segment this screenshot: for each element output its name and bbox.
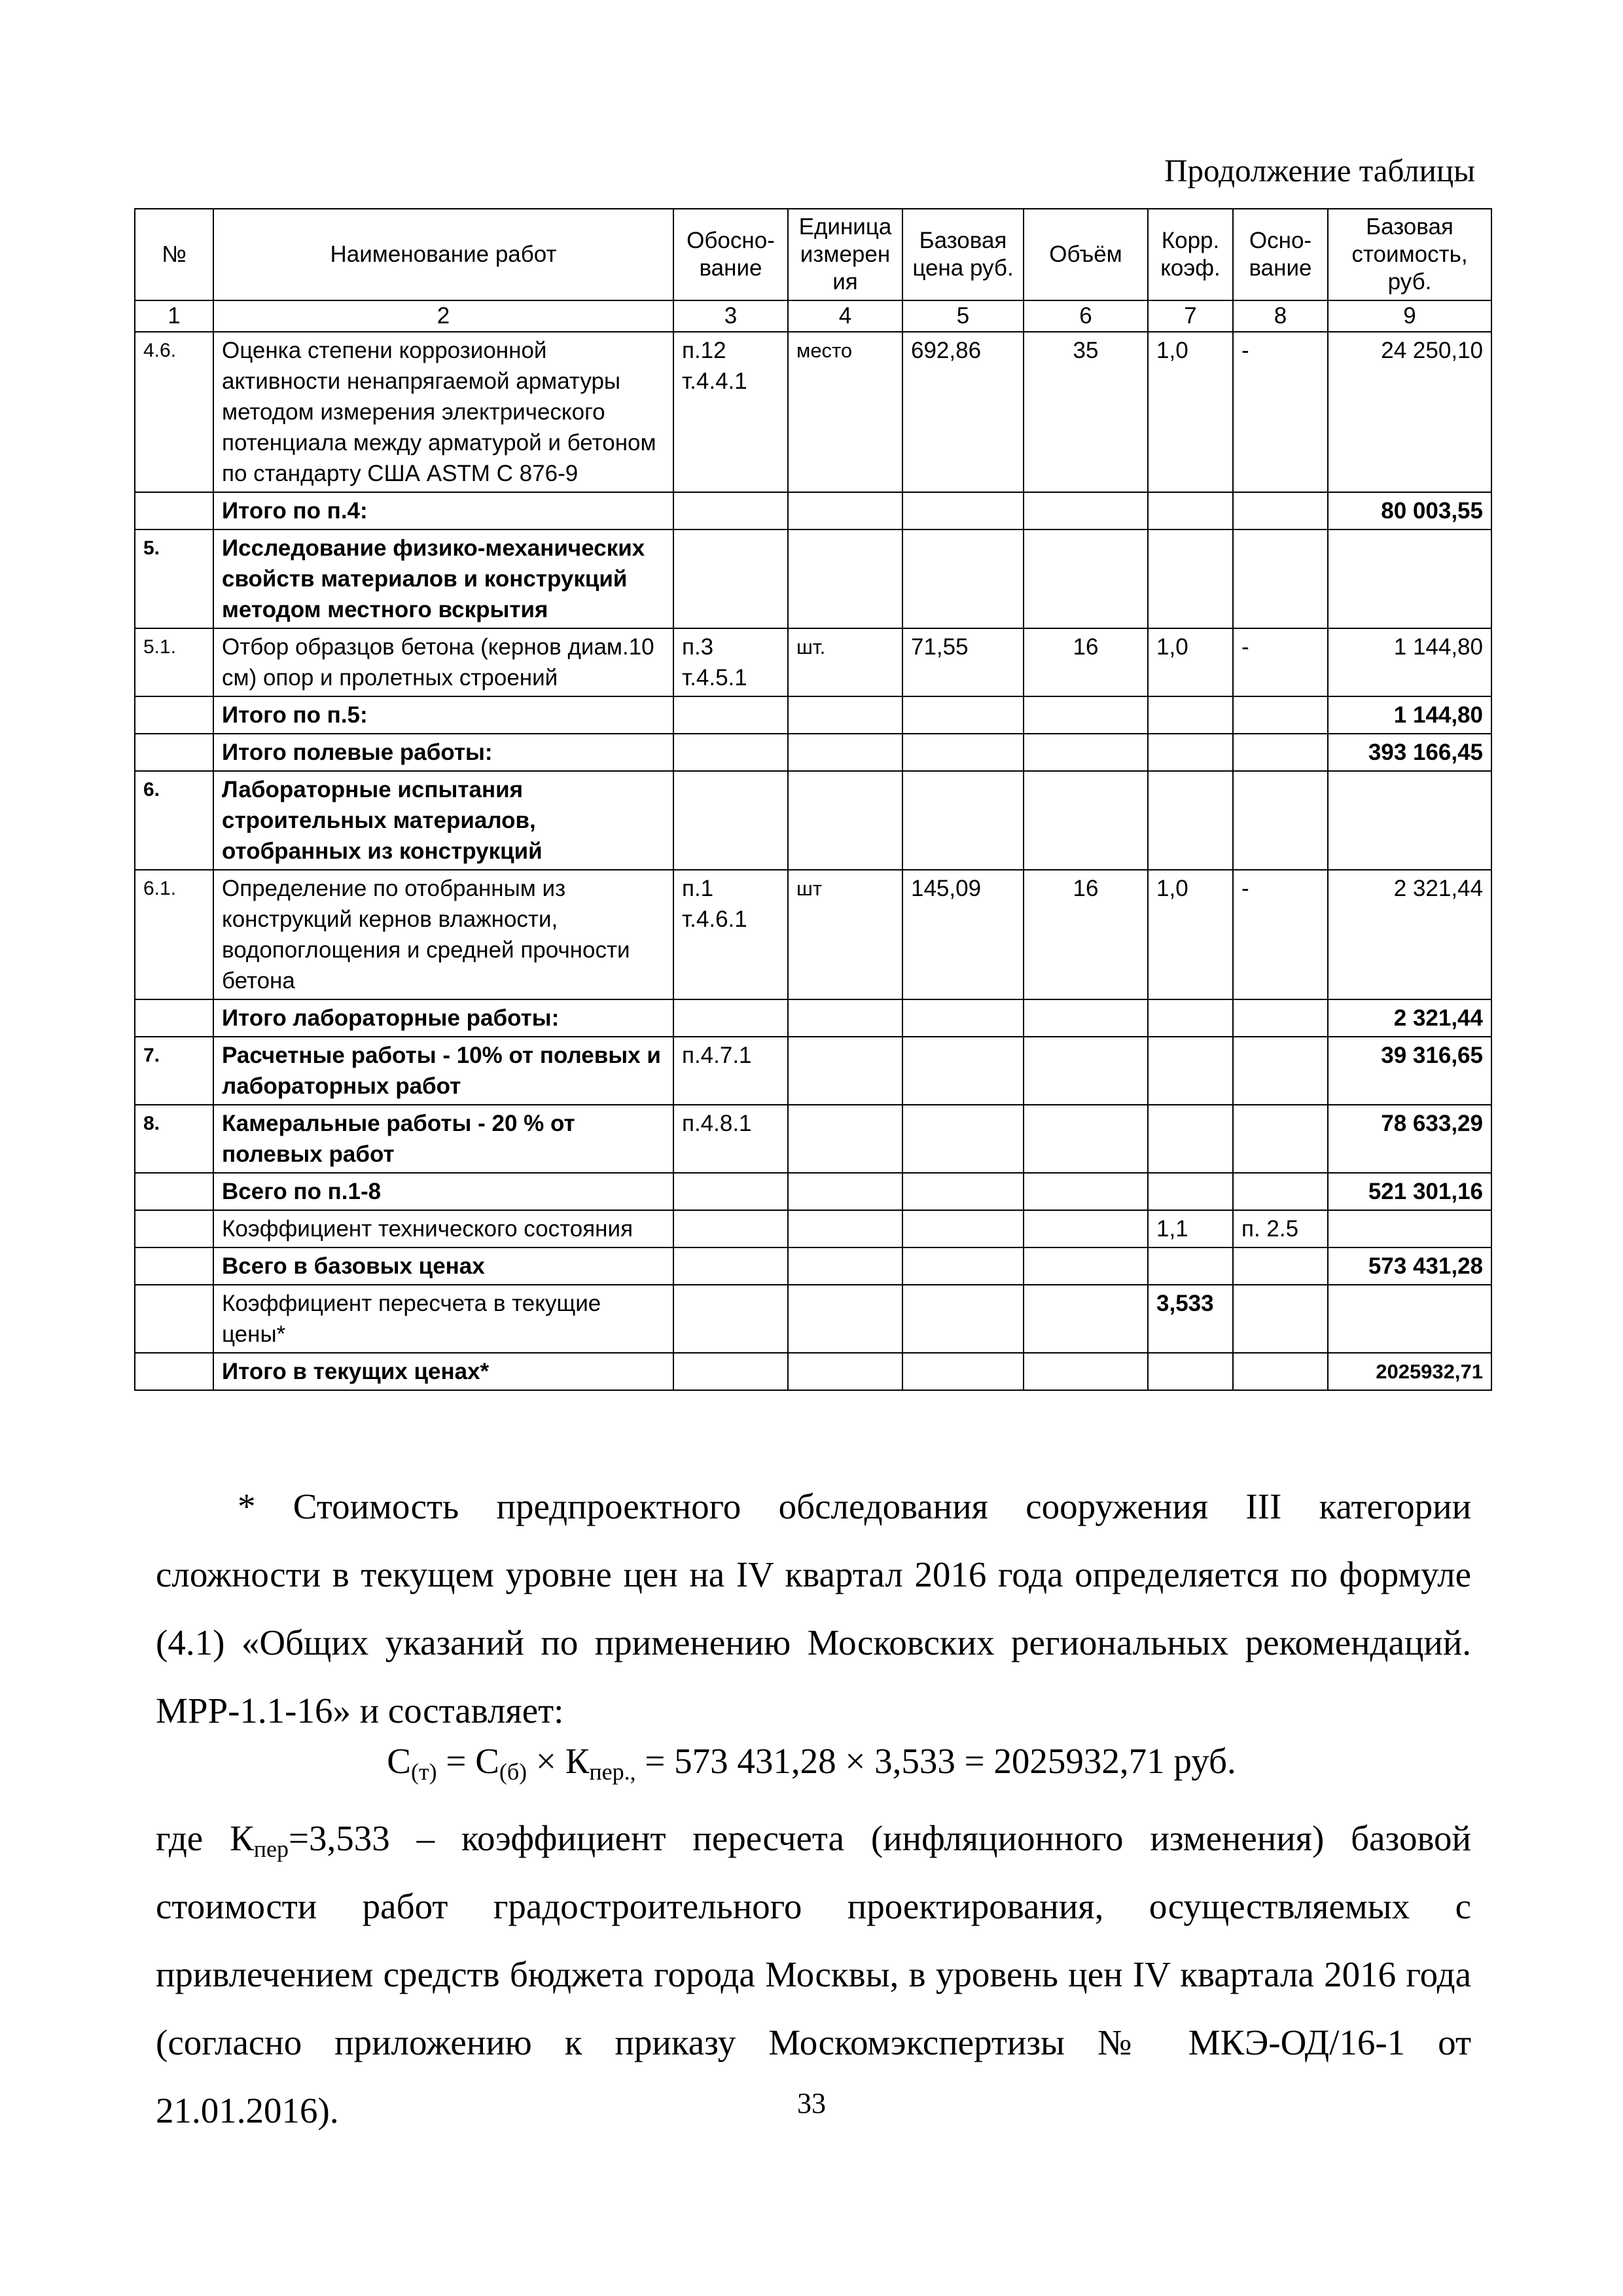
base-cost: 39 316,65 <box>1328 1037 1491 1105</box>
table-row <box>135 771 1491 870</box>
base-cost <box>1328 529 1491 628</box>
coefficient <box>1148 1247 1233 1285</box>
volume: 16 <box>1024 628 1148 696</box>
base-price <box>902 529 1024 628</box>
basis: - <box>1233 870 1328 999</box>
justification <box>673 1353 788 1390</box>
work-name: Итого полевые работы: <box>213 734 673 771</box>
work-name: Коэффициент технического состояния <box>213 1210 673 1247</box>
justification <box>673 1173 788 1210</box>
coefficient <box>1148 1105 1233 1173</box>
table-row <box>135 492 1491 529</box>
base-price <box>902 734 1024 771</box>
column-number: 9 <box>1328 300 1491 332</box>
work-name: Итого по п.4: <box>213 492 673 529</box>
base-price <box>902 492 1024 529</box>
justification <box>673 696 788 734</box>
row-number: 6.1. <box>135 870 213 999</box>
column-number-row <box>135 300 1491 332</box>
row-number <box>135 1247 213 1285</box>
column-number: 4 <box>788 300 902 332</box>
row-number <box>135 1210 213 1247</box>
formula-subscript: пер., <box>589 1759 636 1785</box>
column-number: 2 <box>213 300 673 332</box>
row-number: 7. <box>135 1037 213 1105</box>
row-number <box>135 696 213 734</box>
base-price <box>902 1105 1024 1173</box>
header-cell: Наименование работ <box>213 209 673 300</box>
basis <box>1233 1105 1328 1173</box>
volume: 35 <box>1024 332 1148 492</box>
basis: - <box>1233 332 1328 492</box>
justification <box>673 1285 788 1353</box>
row-number: 8. <box>135 1105 213 1173</box>
formula-part: = 573 431,28 × 3,533 = 2025932,71 руб. <box>635 1741 1236 1781</box>
coefficient <box>1148 1353 1233 1390</box>
base-cost <box>1328 1285 1491 1353</box>
row-number <box>135 999 213 1037</box>
table-row <box>135 332 1491 492</box>
header-cell: № <box>135 209 213 300</box>
header-cell: Корр. коэф. <box>1148 209 1233 300</box>
column-number: 6 <box>1024 300 1148 332</box>
basis <box>1233 1037 1328 1105</box>
unit <box>788 529 902 628</box>
header-cell: Единица измерен ия <box>788 209 902 300</box>
base-cost <box>1328 771 1491 870</box>
coefficient: 3,533 <box>1148 1285 1233 1353</box>
unit: место <box>788 332 902 492</box>
unit <box>788 1353 902 1390</box>
base-cost <box>1328 1210 1491 1247</box>
column-number: 7 <box>1148 300 1233 332</box>
table-row <box>135 1105 1491 1173</box>
coefficient <box>1148 734 1233 771</box>
coefficient <box>1148 1173 1233 1210</box>
base-cost: 80 003,55 <box>1328 492 1491 529</box>
unit <box>788 734 902 771</box>
volume <box>1024 1285 1148 1353</box>
base-cost: 573 431,28 <box>1328 1247 1491 1285</box>
row-number <box>135 734 213 771</box>
header-cell: Объём <box>1024 209 1148 300</box>
coefficient: 1,0 <box>1148 870 1233 999</box>
unit <box>788 1247 902 1285</box>
justification <box>673 771 788 870</box>
base-cost: 2025932,71 <box>1328 1353 1491 1390</box>
base-cost: 24 250,10 <box>1328 332 1491 492</box>
base-price: 692,86 <box>902 332 1024 492</box>
justification: п.3 т.4.5.1 <box>673 628 788 696</box>
work-name: Итого лабораторные работы: <box>213 999 673 1037</box>
cost-table <box>134 208 1492 1391</box>
base-cost: 521 301,16 <box>1328 1173 1491 1210</box>
base-price: 145,09 <box>902 870 1024 999</box>
table-row <box>135 870 1491 999</box>
unit <box>788 1285 902 1353</box>
base-price <box>902 696 1024 734</box>
explanation-rest: =3,533 – коэффициент пересчета (инфляционного изменения) базовой стоимости работ градостроительного проектирования, осуществляемых с привлечением средств бюджета города Москвы, в уровень цен IV квартала 2016 года (согласно приложению к приказу Москомэкспертизы № МКЭ-ОД/16-1 от 21.01.2016). <box>156 1818 1471 2130</box>
table-row <box>135 1037 1491 1105</box>
volume <box>1024 696 1148 734</box>
base-price <box>902 771 1024 870</box>
work-name: Всего в базовых ценах <box>213 1247 673 1285</box>
basis <box>1233 529 1328 628</box>
row-number: 5.1. <box>135 628 213 696</box>
volume <box>1024 1353 1148 1390</box>
basis <box>1233 734 1328 771</box>
volume <box>1024 529 1148 628</box>
table-row <box>135 529 1491 628</box>
base-cost: 393 166,45 <box>1328 734 1491 771</box>
unit <box>788 1173 902 1210</box>
justification: п.4.8.1 <box>673 1105 788 1173</box>
work-name: Коэффициент пересчета в текущие цены* <box>213 1285 673 1353</box>
header-cell: Базовая цена руб. <box>902 209 1024 300</box>
table-header-row <box>135 209 1491 300</box>
row-number <box>135 492 213 529</box>
basis <box>1233 696 1328 734</box>
coefficient: 1,1 <box>1148 1210 1233 1247</box>
basis <box>1233 1173 1328 1210</box>
coefficient: 1,0 <box>1148 628 1233 696</box>
justification <box>673 529 788 628</box>
formula-part: С <box>387 1741 411 1781</box>
justification: п.12 т.4.4.1 <box>673 332 788 492</box>
table-row <box>135 1173 1491 1210</box>
formula-part: = С <box>437 1741 499 1781</box>
volume <box>1024 1247 1148 1285</box>
work-name: Отбор образцов бетона (кернов диам.10 см) опор и пролетных строений <box>213 628 673 696</box>
row-number <box>135 1353 213 1390</box>
table-row <box>135 1285 1491 1353</box>
explanation-start: где К <box>156 1818 254 1858</box>
formula-subscript: (т) <box>410 1759 437 1785</box>
volume <box>1024 1173 1148 1210</box>
volume <box>1024 492 1148 529</box>
table-row <box>135 1353 1491 1390</box>
base-cost: 78 633,29 <box>1328 1105 1491 1173</box>
basis <box>1233 771 1328 870</box>
justification <box>673 1210 788 1247</box>
formula-part: × К <box>527 1741 590 1781</box>
base-price: 71,55 <box>902 628 1024 696</box>
coefficient <box>1148 492 1233 529</box>
base-price <box>902 1353 1024 1390</box>
base-price <box>902 1247 1024 1285</box>
unit <box>788 1105 902 1173</box>
explanation-subscript: пер <box>253 1836 289 1862</box>
work-name: Лабораторные испытания строительных материалов, отобранных из конструкций <box>213 771 673 870</box>
table-row <box>135 628 1491 696</box>
unit <box>788 1210 902 1247</box>
column-number: 5 <box>902 300 1024 332</box>
base-cost: 1 144,80 <box>1328 696 1491 734</box>
unit <box>788 1037 902 1105</box>
unit: шт. <box>788 628 902 696</box>
footnote-paragraph: * Стоимость предпроектного обследования сооружения III категории сложности в текущем уровне цен на IV квартал 2016 года определяется по формуле (4.1) «Общих указаний по применению Московских региональных рекомендаций. МРР-1.1-16» и составляет: <box>156 1486 1471 1731</box>
base-cost: 1 144,80 <box>1328 628 1491 696</box>
justification <box>673 999 788 1037</box>
coefficient <box>1148 1037 1233 1105</box>
base-price <box>902 999 1024 1037</box>
unit <box>788 771 902 870</box>
row-number <box>135 1285 213 1353</box>
justification <box>673 1247 788 1285</box>
work-name: Камеральные работы - 20 % от полевых работ <box>213 1105 673 1173</box>
formula-subscript: (б) <box>499 1759 527 1785</box>
column-number: 3 <box>673 300 788 332</box>
volume <box>1024 999 1148 1037</box>
column-number: 8 <box>1233 300 1328 332</box>
header-cell: Базовая стоимость, руб. <box>1328 209 1491 300</box>
base-price <box>902 1173 1024 1210</box>
basis: п. 2.5 <box>1233 1210 1328 1247</box>
table-row <box>135 696 1491 734</box>
basis <box>1233 1285 1328 1353</box>
work-name: Оценка степени коррозионной активности ненапрягаемой арматуры методом измерения электрического потенциала между арматурой и бетоном по стандарту США ASTM C 876-9 <box>213 332 673 492</box>
column-number: 1 <box>135 300 213 332</box>
base-price <box>902 1210 1024 1247</box>
work-name: Всего по п.1-8 <box>213 1173 673 1210</box>
volume <box>1024 1037 1148 1105</box>
basis <box>1233 1247 1328 1285</box>
page-number: 33 <box>797 2087 826 2119</box>
justification <box>673 492 788 529</box>
volume: 16 <box>1024 870 1148 999</box>
table-caption: Продолжение таблицы <box>1164 152 1475 188</box>
table-row <box>135 734 1491 771</box>
unit: шт <box>788 870 902 999</box>
volume <box>1024 771 1148 870</box>
base-cost: 2 321,44 <box>1328 870 1491 999</box>
base-cost: 2 321,44 <box>1328 999 1491 1037</box>
work-name: Расчетные работы - 10% от полевых и лабораторных работ <box>213 1037 673 1105</box>
header-cell: Осно-вание <box>1233 209 1328 300</box>
basis <box>1233 1353 1328 1390</box>
unit <box>788 696 902 734</box>
basis: - <box>1233 628 1328 696</box>
cost-formula <box>0 1740 1623 1785</box>
volume <box>1024 1105 1148 1173</box>
base-price <box>902 1037 1024 1105</box>
coefficient <box>1148 771 1233 870</box>
coefficient <box>1148 999 1233 1037</box>
work-name: Исследование физико-механических свойств материалов и конструкций методом местного вскрытия <box>213 529 673 628</box>
volume <box>1024 734 1148 771</box>
basis <box>1233 999 1328 1037</box>
justification: п.4.7.1 <box>673 1037 788 1105</box>
table-row <box>135 999 1491 1037</box>
justification: п.1 т.4.6.1 <box>673 870 788 999</box>
justification <box>673 734 788 771</box>
coefficient: 1,0 <box>1148 332 1233 492</box>
row-number: 5. <box>135 529 213 628</box>
volume <box>1024 1210 1148 1247</box>
unit <box>788 999 902 1037</box>
work-name: Определение по отобранным из конструкций кернов влажности, водопоглощения и средней прочности бетона <box>213 870 673 999</box>
coefficient <box>1148 529 1233 628</box>
basis <box>1233 492 1328 529</box>
row-number <box>135 1173 213 1210</box>
header-cell: Обосно-вание <box>673 209 788 300</box>
work-name: Итого по п.5: <box>213 696 673 734</box>
row-number: 6. <box>135 771 213 870</box>
table-row <box>135 1210 1491 1247</box>
table-row <box>135 1247 1491 1285</box>
coefficient <box>1148 696 1233 734</box>
row-number: 4.6. <box>135 332 213 492</box>
unit <box>788 492 902 529</box>
base-price <box>902 1285 1024 1353</box>
work-name: Итого в текущих ценах* <box>213 1353 673 1390</box>
